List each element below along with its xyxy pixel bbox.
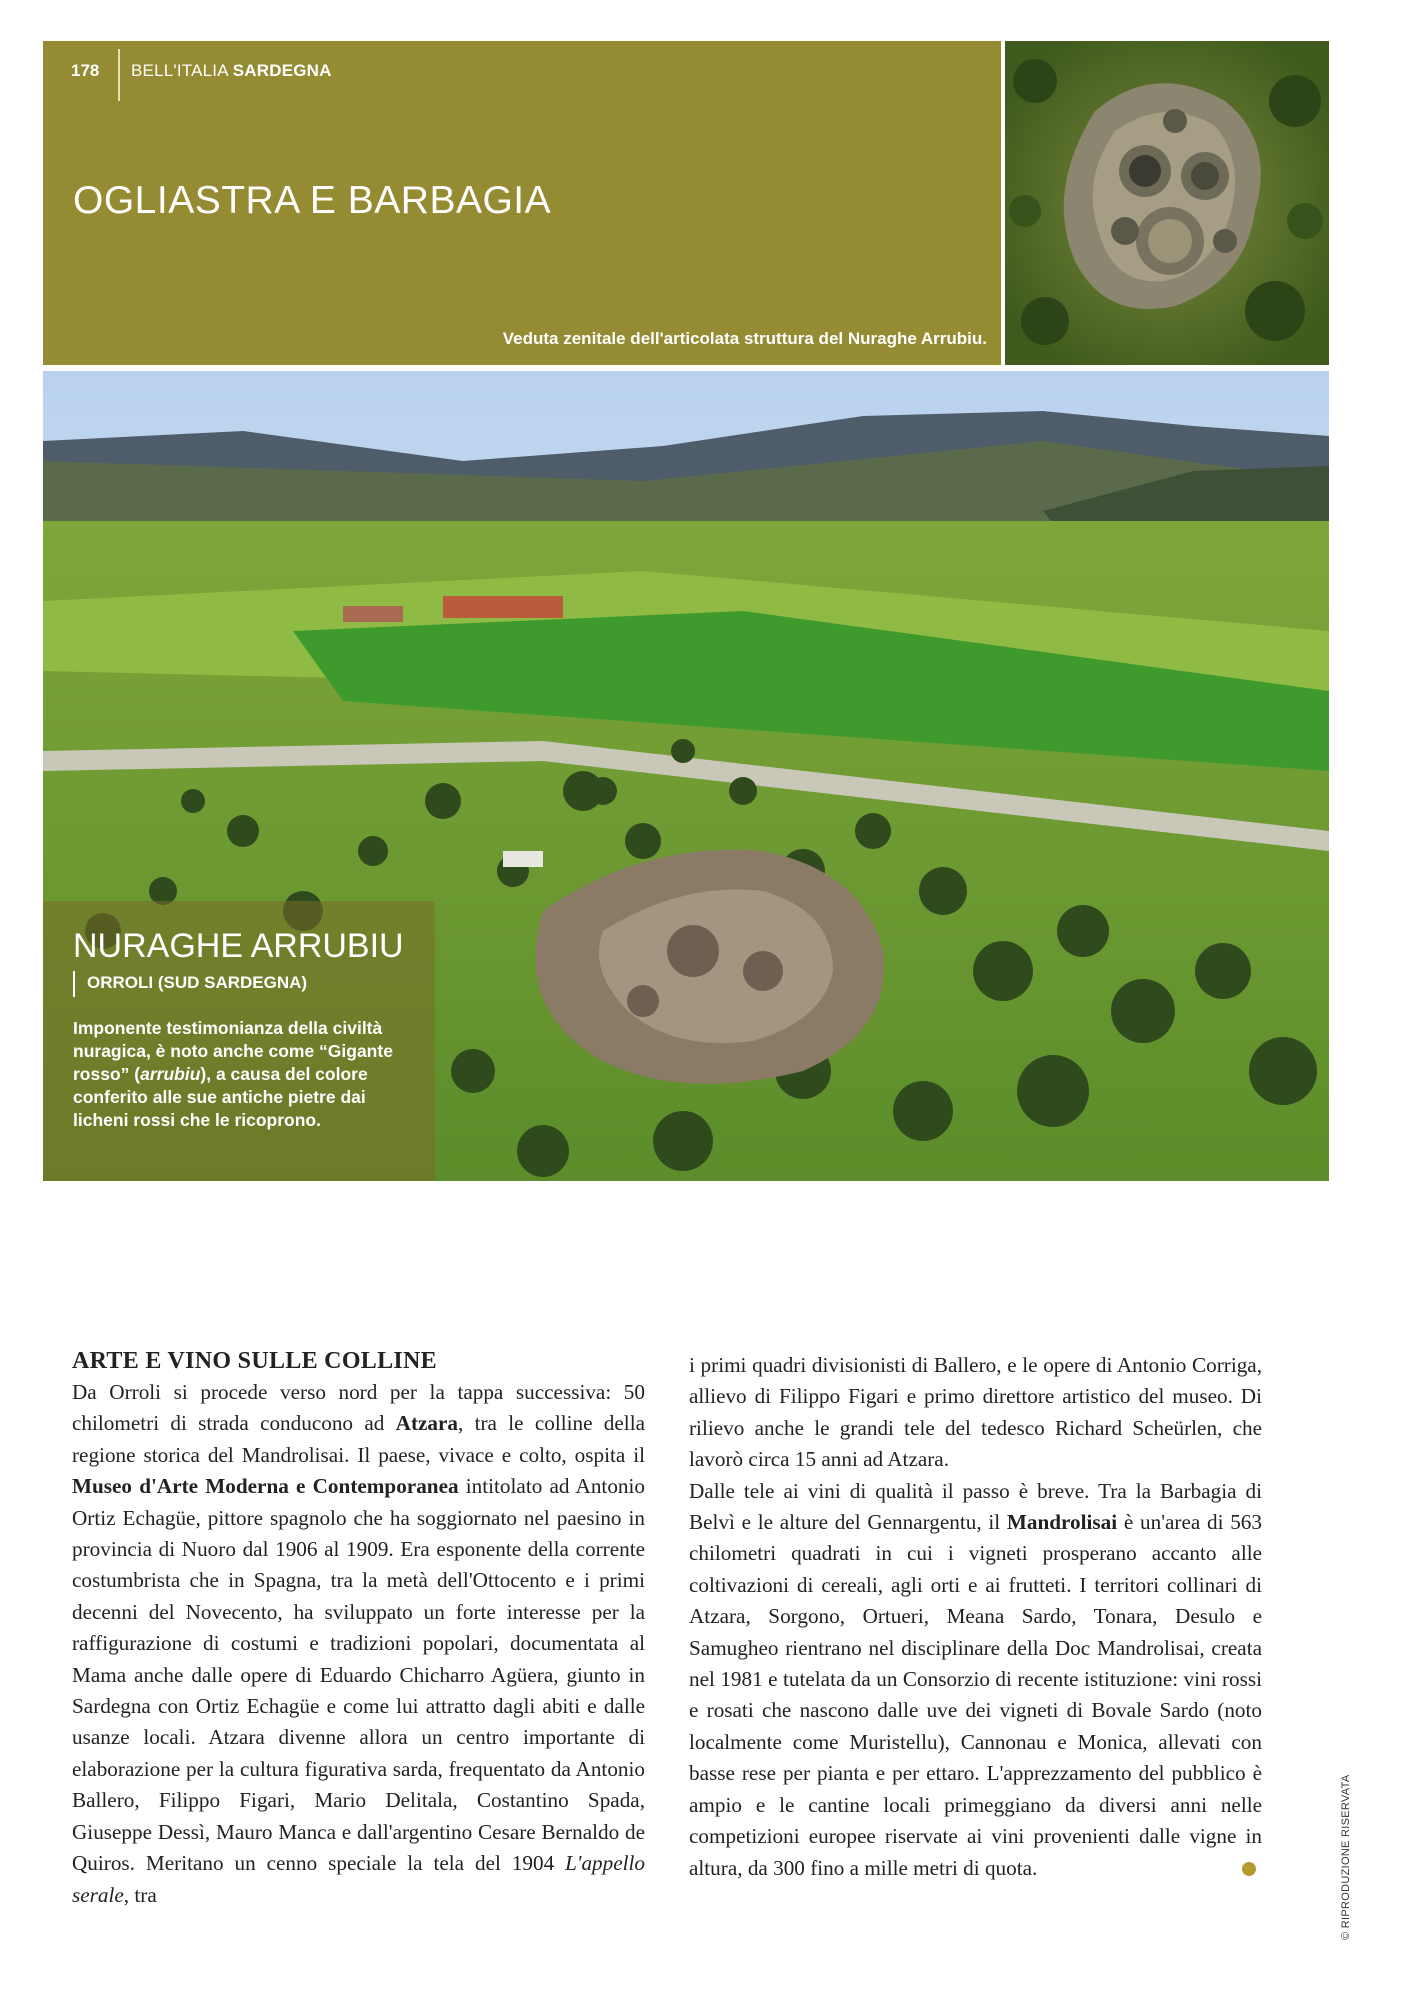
bold-region-name: Mandrolisai [1006, 1510, 1118, 1535]
article-paragraph-right-2 [689, 1476, 1262, 1884]
site-description-text-end: ), a causa del colore conferito alle sue antiche pietre dai licheni rossi che le ricoprono. [73, 1064, 368, 1130]
site-description-text: Imponente testimonianza della civiltà nuragica, è noto anche come “Gigante rosso” ( [73, 1018, 393, 1084]
aerial-photo-image [1005, 41, 1329, 365]
text-run: Dalle tele ai vini di qualità il passo è breve. Tra la Barbagia di Belvì e le alture del Gennargentu, il [689, 1478, 1262, 1535]
section-title: OGLIASTRA E BARBAGIA [73, 179, 552, 222]
bold-museum-name: Museo d'Arte Moderna e Contemporanea [72, 1474, 459, 1499]
text-run: intitolato ad Antonio Ortiz Echagüe, pittore spagnolo che ha soggiornato nel paesino in provincia di Nuoro dal 1906 al 1909. Era esponente della corrente costumbrista che in Spagna, tra la metà dell'Ottocento e i primi decenni del Novecento, ha sviluppato un forte interesse per la raffigurazione di costumi e tradizioni popolari, documentata al Mama anche dalle opere di Eduardo Chicharro Agüera, giunto in Sardegna con Ortiz Echagüe e come lui attratto dagli abiti e dalle usanze locali. Atzara divenne allora un centro importante di elaborazione per la cultura figurativa sarda, frequentato da Antonio Ballero, Filippo Figari, Mario Delitala, Costantino Spada, Giuseppe Dessì, Mauro Manca e dall'argentino Cesare Bernaldo de Quiros. Meritano un cenno speciale la tela del 1904 [72, 1474, 645, 1876]
site-location: ORROLI (SUD SARDEGNA) [87, 973, 308, 992]
copyright-note: © RIPRODUZIONE RISERVATA [1340, 1774, 1352, 1940]
site-description [73, 1017, 413, 1132]
running-head [131, 61, 332, 81]
article-paragraph-right-1: i primi quadri divisionisti di Ballero, e le opere di Antonio Corriga, allievo di Filippo Figari e primo direttore artistico del museo. Di rilievo anche le grandi tele del tedesco Richard Scheürlen, che lavorò circa 15 anni ad Atzara. [689, 1353, 1262, 1472]
italic-artwork-title: L'appello serale [72, 1851, 645, 1907]
site-title: NURAGHE ARRUBIU [73, 927, 404, 965]
text-run: , tra le colline della regione storica del Mandrolisai. Il paese, vivace e colto, ospita il [72, 1411, 645, 1467]
header-separator [118, 49, 120, 101]
hero-photo [43, 371, 1329, 1181]
site-subtitle-bar [73, 971, 75, 997]
page-number: 178 [71, 61, 100, 80]
aerial-photo-caption: Veduta zenitale dell'articolata struttura del Nuraghe Arrubiu. [502, 329, 987, 348]
text-run: è un'area di 563 chilometri quadrati in cui i vigneti prosperano accanto alle coltivazioni di cereali, agli orti e ai frutteti. I territori collinari di Atzara, Sorgono, Ortueri, Meana Sardo, Tonara, Desulo e Samugheo rientrano nel disciplinare della Doc Mandrolisai, creata nel 1981 e tutelata da un Consorzio di recente istituzione: vini rossi e rosati che nascono dalle uve dei vigneti di Bovale Sardo (noto localmente come Muristellu), Cannonau e Monica, allevati con basse rese per pianta e per ettaro. L'apprezzamento del pubblico è ampio e le cantine locali primeggiano da diversi anni nelle competizioni europee riservate ai vini provenienti dalle vigne in altura, da 300 fino a mille metri di quota. [689, 1510, 1262, 1880]
end-of-article-dot-icon [1242, 1862, 1256, 1876]
article-column-right [689, 1350, 1262, 1884]
article-paragraph-left [72, 1377, 645, 1911]
text-run: Da Orroli si procede verso nord per la tappa successiva: 50 chilometri di strada conducono ad [72, 1380, 645, 1436]
article-column-left [72, 1345, 645, 1911]
header-band [43, 41, 1001, 365]
article-heading: ARTE E VINO SULLE COLLINE [72, 1348, 437, 1374]
site-description-emphasis: arrubiu [140, 1064, 201, 1084]
region-name: SARDEGNA [232, 61, 332, 80]
text-run: , tra [123, 1882, 157, 1907]
magazine-name: BELL'ITALIA [131, 61, 228, 80]
aerial-photo [1005, 41, 1329, 365]
bold-place-name: Atzara [395, 1411, 458, 1436]
